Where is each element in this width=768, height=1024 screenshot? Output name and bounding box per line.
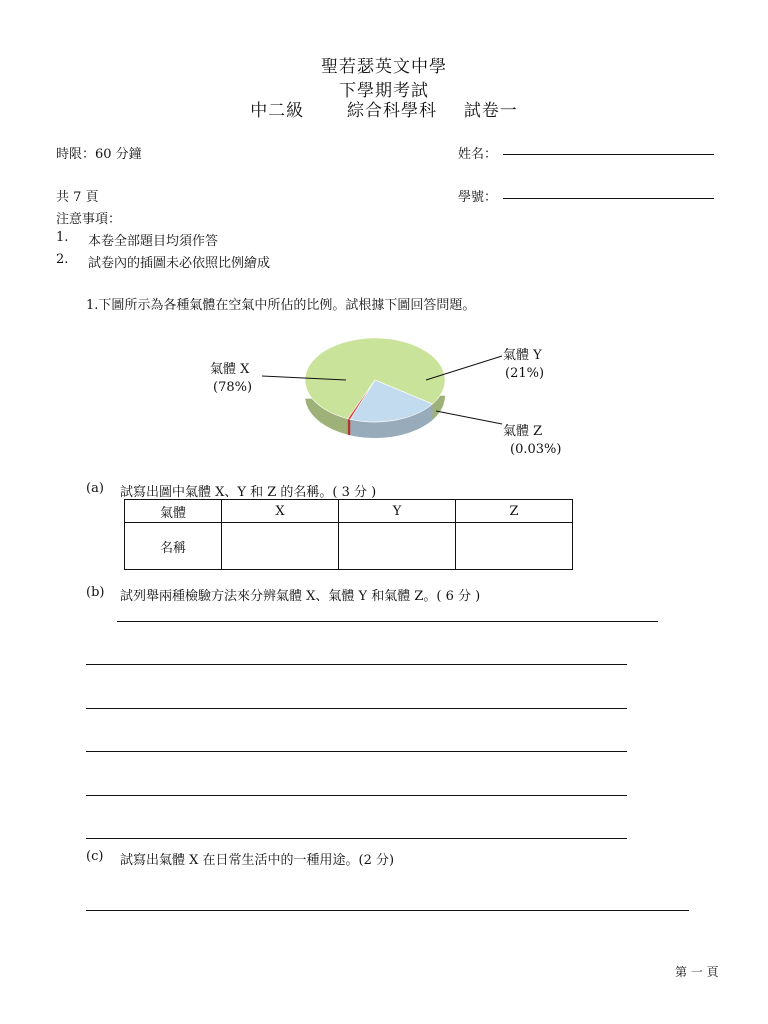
table-row-label: 名稱 bbox=[125, 523, 222, 570]
exam-subtitle bbox=[0, 96, 768, 121]
exam-name: 下學期考試 bbox=[339, 81, 429, 101]
note-number: 2. bbox=[56, 252, 69, 267]
subject: 綜合科學科 bbox=[347, 101, 437, 121]
part-a-question: 試寫出圖中氣體 X、Y 和 Z 的名稱。( 3 分 ) bbox=[120, 485, 377, 500]
note-text: 本卷全部題目均須作答 bbox=[88, 234, 219, 249]
paper-number: 試卷一 bbox=[463, 101, 518, 121]
part-a-label: (a) bbox=[86, 481, 104, 496]
school-name: 聖若瑟英文中學 bbox=[321, 57, 447, 77]
note-text: 試卷內的插圖未必依照比例繪成 bbox=[88, 256, 271, 271]
table-header-row bbox=[125, 500, 573, 523]
pie-value-z: (0.03%) bbox=[510, 442, 562, 457]
table-header-cell: X bbox=[222, 500, 339, 523]
time-limit: 時限：60 分鐘 bbox=[56, 147, 142, 162]
gas-pie-chart bbox=[300, 334, 450, 444]
answer-line[interactable] bbox=[86, 708, 627, 709]
answer-cell-z[interactable] bbox=[456, 523, 573, 570]
page-count: 共 7 頁 bbox=[56, 190, 99, 205]
table-row bbox=[125, 523, 573, 570]
answer-cell-y[interactable] bbox=[339, 523, 456, 570]
pie-top bbox=[305, 338, 445, 422]
name-label: 姓名： bbox=[458, 147, 498, 162]
answer-line[interactable] bbox=[86, 838, 627, 839]
student-id-field[interactable] bbox=[503, 198, 714, 199]
table-header-cell: Z bbox=[456, 500, 573, 523]
note-number: 1. bbox=[56, 230, 69, 245]
table-header-cell: 氣體 bbox=[125, 500, 222, 523]
answer-line[interactable] bbox=[86, 910, 689, 911]
notes-title: 注意事項： bbox=[56, 212, 122, 227]
page-number: 第 一 頁 bbox=[675, 965, 719, 979]
pie-value-y: (21%) bbox=[505, 366, 545, 381]
answer-table bbox=[124, 499, 573, 570]
student-id-label: 學號： bbox=[458, 190, 498, 205]
name-field[interactable] bbox=[503, 154, 714, 155]
answer-line[interactable] bbox=[86, 664, 627, 665]
answer-line[interactable] bbox=[86, 795, 627, 796]
pie-label-x: 氣體 X bbox=[210, 362, 250, 377]
part-c-question: 試寫出氣體 X 在日常生活中的一種用途。(2 分) bbox=[120, 853, 395, 868]
form-level: 中二級 bbox=[250, 101, 305, 121]
pie-value-x: (78%) bbox=[213, 380, 253, 395]
part-c-label: (c) bbox=[86, 849, 104, 864]
table-header-cell: Y bbox=[339, 500, 456, 523]
answer-cell-x[interactable] bbox=[222, 523, 339, 570]
part-b-label: (b) bbox=[86, 585, 105, 600]
pie-slice-side-z bbox=[348, 419, 351, 436]
part-b-question: 試列舉兩種檢驗方法來分辨氣體 X、氣體 Y 和氣體 Z。( 6 分 ) bbox=[120, 589, 481, 604]
answer-line[interactable] bbox=[117, 621, 658, 622]
question-intro: 1.下圖所示為各種氣體在空氣中所佔的比例。試根據下圖回答問題。 bbox=[86, 298, 476, 313]
pie-label-y: 氣體 Y bbox=[503, 348, 542, 363]
answer-line[interactable] bbox=[86, 751, 627, 752]
pie-label-z: 氣體 Z bbox=[503, 424, 543, 439]
